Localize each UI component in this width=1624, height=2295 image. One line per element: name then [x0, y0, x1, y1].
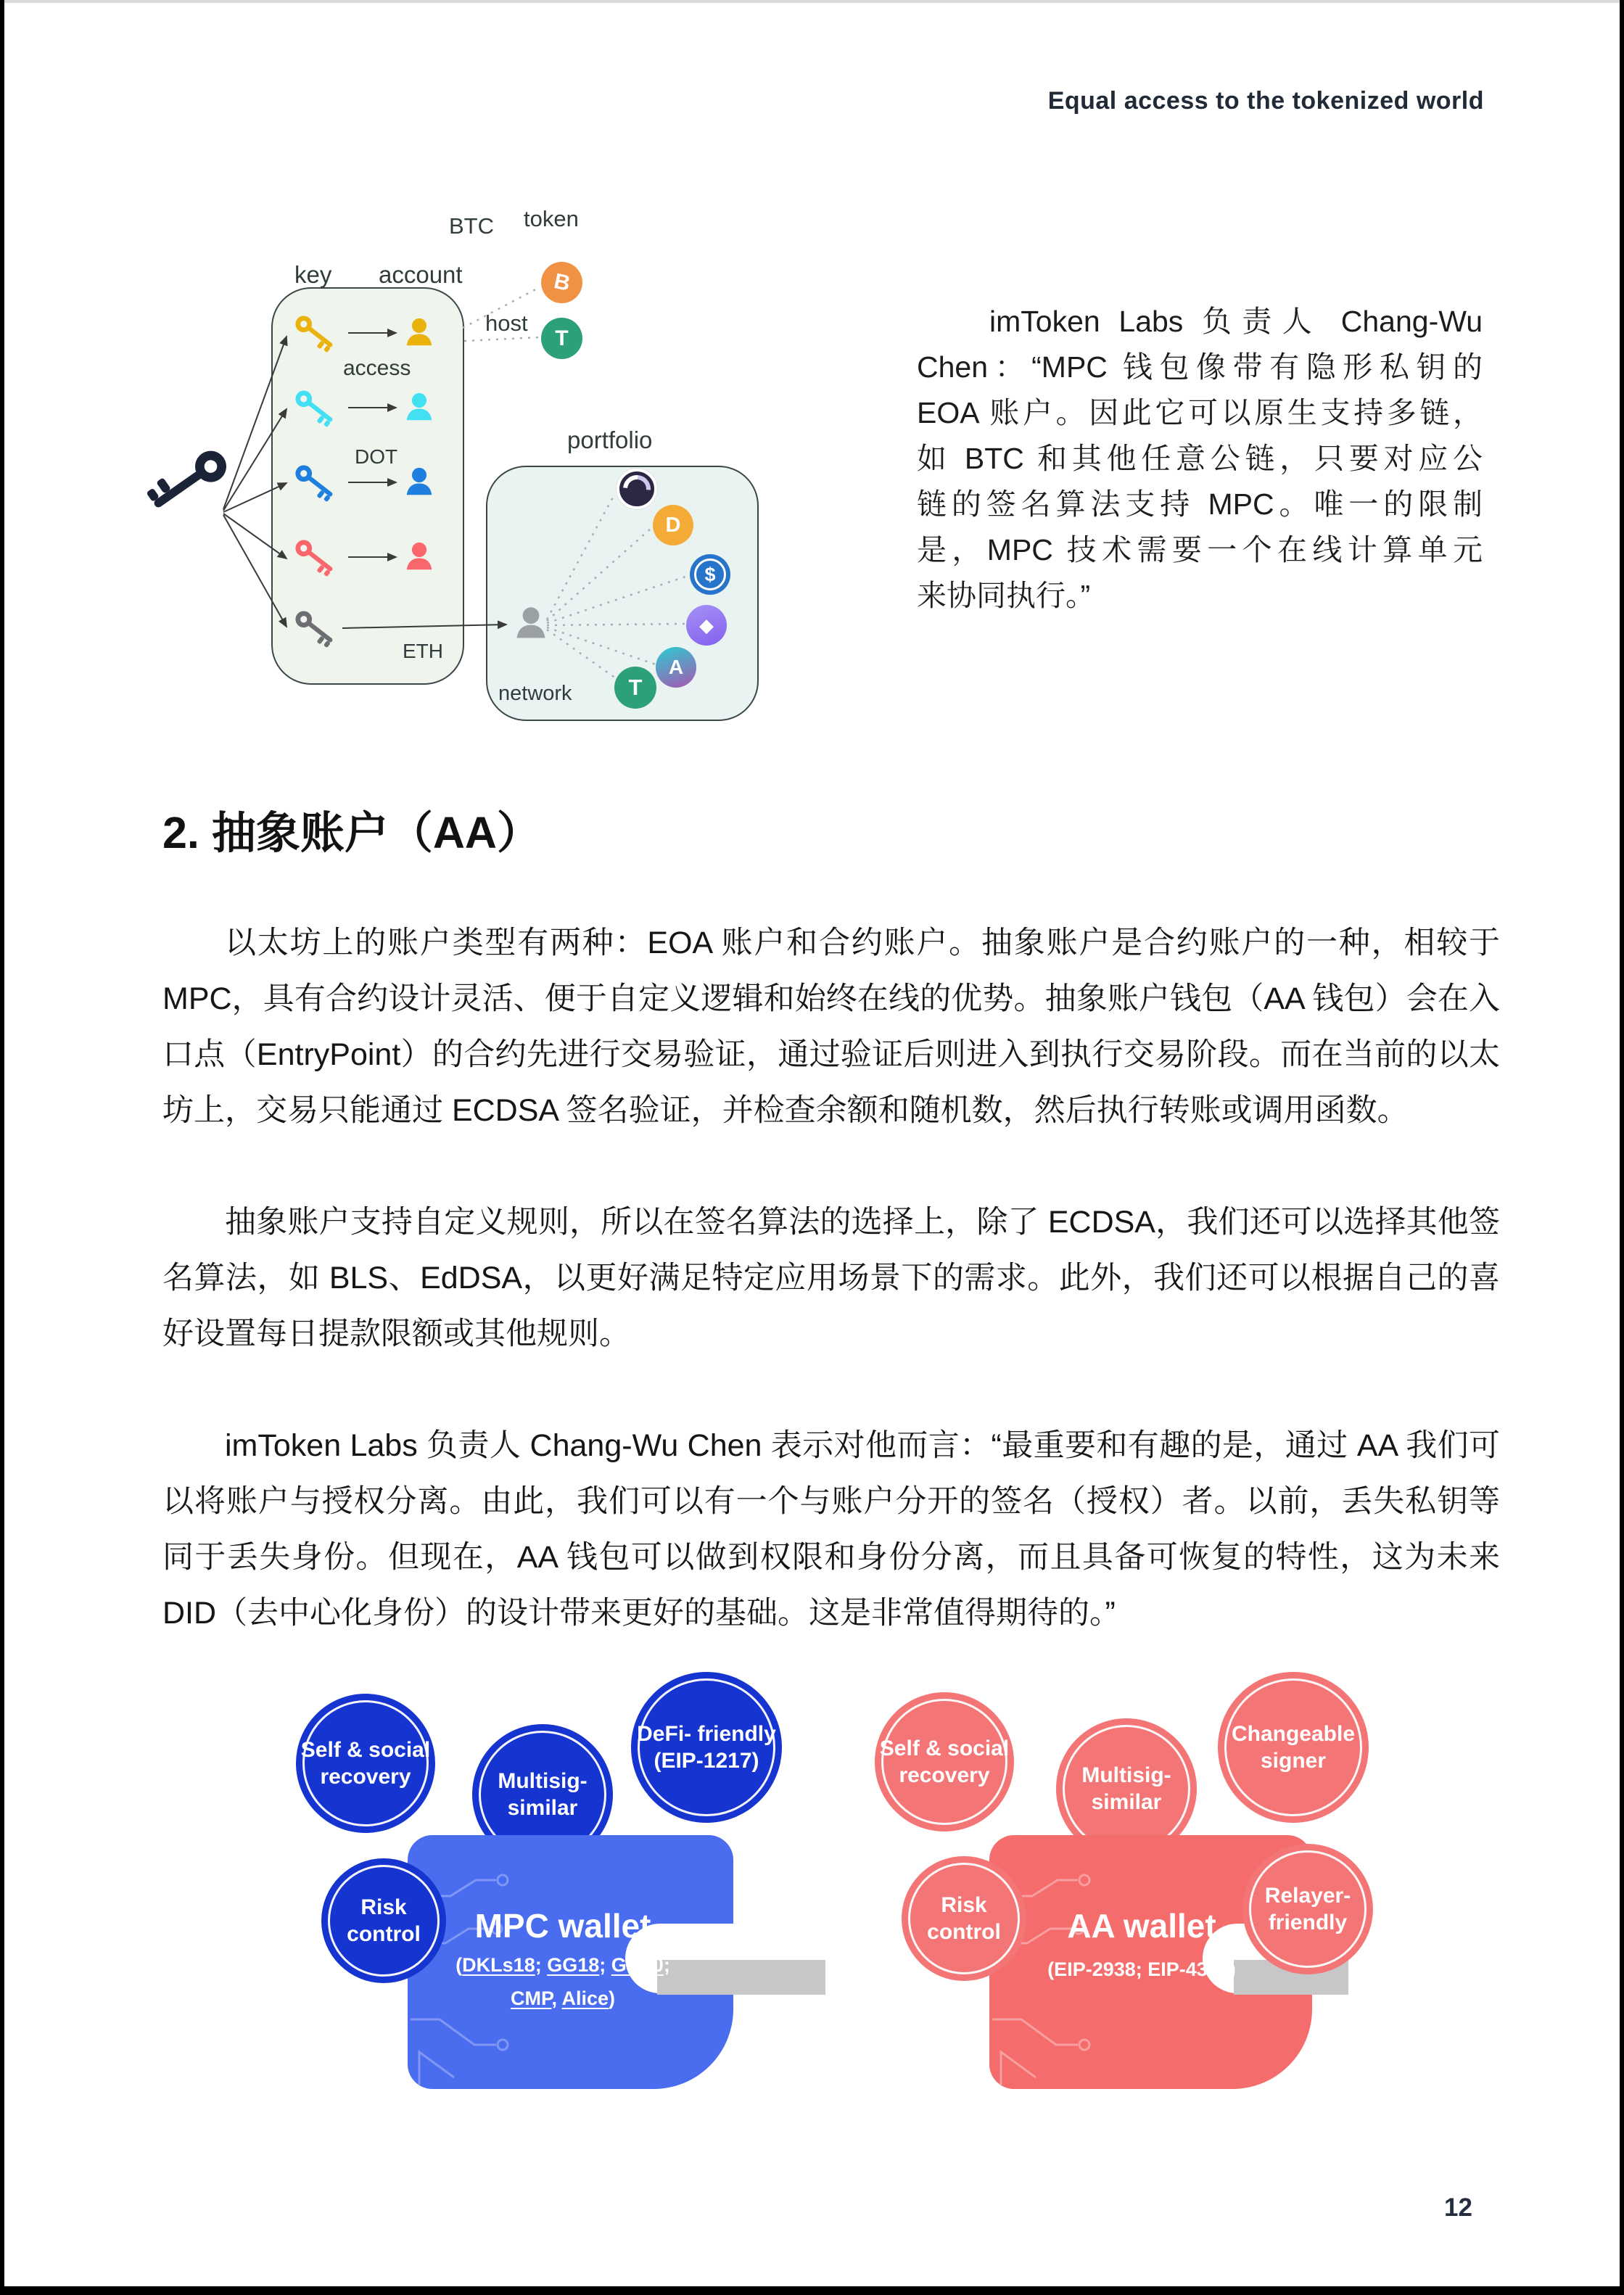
- label-token: token: [524, 206, 579, 231]
- account-icon-eth: [512, 605, 550, 643]
- bubble-label: recovery: [320, 1765, 411, 1789]
- bubble-label: Self & social: [879, 1736, 1010, 1760]
- quote-line: Chen：“MPC 钱包像带有隐形私钥的: [917, 350, 1483, 384]
- aa-wallet-title: AA wallet: [1067, 1907, 1216, 1945]
- label-dot: DOT: [355, 445, 398, 468]
- bubble-label: Multisig-: [498, 1769, 588, 1793]
- bubble-label: recovery: [899, 1763, 990, 1787]
- page-header: Equal access to the tokenized world: [1047, 87, 1484, 115]
- mpc-feature-defi-friendly: [631, 1672, 782, 1823]
- tether-glyph: T: [628, 675, 643, 700]
- aa-feature-risk-control: [902, 1856, 1026, 1981]
- quote-line: 来协同执行。”: [917, 579, 1091, 612]
- bubble-label: Changeable: [1231, 1722, 1356, 1746]
- body-text: [162, 915, 1500, 1641]
- account-icon-4: [403, 540, 436, 574]
- section-title: 2. 抽象账户（AA）: [162, 808, 541, 857]
- bubble-label: Multisig-: [1081, 1763, 1171, 1787]
- mpc-wallet-title: MPC wallet: [474, 1907, 651, 1945]
- ethereum-coin-icon: [686, 605, 727, 646]
- quote-line: 链的签名算法支持 MPC。唯一的限制: [917, 487, 1483, 521]
- link-cmp[interactable]: CMP: [510, 1987, 552, 2009]
- bubble-label: (EIP-1217): [654, 1749, 759, 1773]
- aa-feature-self-social-recovery: [875, 1692, 1014, 1832]
- paragraph-1: 以太坊上的账户类型有两种：EOA 账户和合约账户。抽象账户是合约账户的一种，相较于 MPC，具有合约设计灵活、便于自定义逻辑和始终在线的优势。抽象账户钱包（AA 钱包）会在入口点（EntryPoint）的合约先进行交易验证，通过验证后则进入到执行交易阶段。而在当前的以太坊上，交易只能通过 ECDSA 签名验证，并检查余额和随机数，然后执行转账或调用函数。: [162, 926, 1500, 1128]
- tether-coin-icon: [541, 318, 582, 359]
- sep: ,: [551, 1987, 562, 2009]
- page-number: 12: [1444, 2193, 1472, 2222]
- sep: ;: [663, 1954, 670, 1976]
- usdc-glyph: $: [704, 563, 716, 585]
- link-dkls18[interactable]: DKLs18: [462, 1954, 535, 1976]
- bubble-label: Relayer-: [1264, 1884, 1351, 1908]
- label-host: host: [485, 310, 528, 336]
- paragraph-3: imToken Labs 负责人 Chang-Wu Chen 表示对他而言：“最重要和有趣的是，通过 AA 我们可以将账户与授权分离。由此，我们可以有一个与账户分开的签名（授权）者。以前，丢失私钥等同于丢失身份。但现在，AA 钱包可以做到权限和身份分离，而且具备可恢复的特性，这为未来 DID（去中心化身份）的设计带来更好的基础。这是非常值得期待的。”: [162, 1428, 1500, 1631]
- label-key: key: [294, 261, 332, 288]
- document-page: [4, 0, 1620, 2286]
- label-account: account: [379, 261, 463, 288]
- quote-line: imToken Labs 负责人 Chang-Wu: [989, 305, 1483, 338]
- usdc-coin-icon: [690, 554, 730, 595]
- quote-line: EOA 账户。因此它可以原生支持多链，: [917, 396, 1483, 429]
- bitcoin-coin-icon: B: [541, 262, 582, 303]
- master-key-icon: [137, 438, 238, 527]
- dai-coin-icon: [653, 505, 693, 545]
- label-portfolio: portfolio: [567, 427, 653, 453]
- mpc-feature-risk-control: [321, 1858, 446, 1983]
- aa-feature-changeable-signer: [1218, 1672, 1369, 1823]
- link-gg20[interactable]: GG20: [611, 1954, 664, 1976]
- tether-glyph: T: [555, 326, 569, 350]
- aa-feature-relayer-friendly: [1242, 1844, 1373, 1974]
- quote-line: 是，MPC 技术需要一个在线计算单元: [917, 533, 1483, 566]
- account-icon-3: [403, 466, 436, 499]
- mpc-wallet-protocols: [418, 1948, 708, 2015]
- bubble-label: Risk control: [927, 1893, 1001, 1944]
- bubble-label: signer: [1260, 1749, 1327, 1773]
- paren: ): [609, 1987, 616, 2009]
- eth-glyph: ◆: [699, 614, 714, 636]
- account-icon-1: [403, 316, 436, 350]
- aave-glyph: A: [668, 656, 684, 678]
- pull-quote: [917, 299, 1483, 619]
- account-icon-2: [403, 391, 436, 424]
- bubble-label: Self & social: [300, 1738, 431, 1762]
- sep: ;: [599, 1954, 611, 1976]
- label-network: network: [498, 682, 572, 705]
- label-access: access: [343, 356, 411, 380]
- label-btc: BTC: [449, 213, 494, 239]
- bubble-label: DeFi- friendly: [637, 1722, 776, 1746]
- bubble-label: similar: [1091, 1790, 1162, 1814]
- dai-glyph: D: [665, 513, 681, 537]
- aa-wallet-eips: (EIP-2938; EIP-4337): [1047, 1958, 1236, 1980]
- link-gg18[interactable]: GG18: [547, 1954, 600, 1976]
- bubble-label: friendly: [1268, 1911, 1348, 1935]
- dark-token-icon: [617, 469, 657, 509]
- aave-coin-icon: [656, 647, 696, 688]
- mpc-feature-self-social-recovery: [296, 1694, 435, 1833]
- link-alice[interactable]: Alice: [561, 1987, 609, 2009]
- paragraph-2: 抽象账户支持自定义规则，所以在签名算法的选择上，除了 ECDSA，我们还可以选择其他签名算法，如 BLS、EdDSA，以更好满足特定应用场景下的需求。此外，我们还可以根据自己的喜好设置每日提款限额或其他规则。: [162, 1205, 1500, 1351]
- bubble-label: similar: [507, 1796, 578, 1820]
- bubble-label: Risk control: [347, 1895, 421, 1946]
- label-eth: ETH: [403, 640, 443, 662]
- sep: ;: [535, 1954, 548, 1976]
- paren: (: [456, 1954, 463, 1976]
- quote-line: 如 BTC 和其他任意公链，只要对应公: [917, 442, 1483, 475]
- tether-coin-icon-portfolio: [614, 667, 656, 709]
